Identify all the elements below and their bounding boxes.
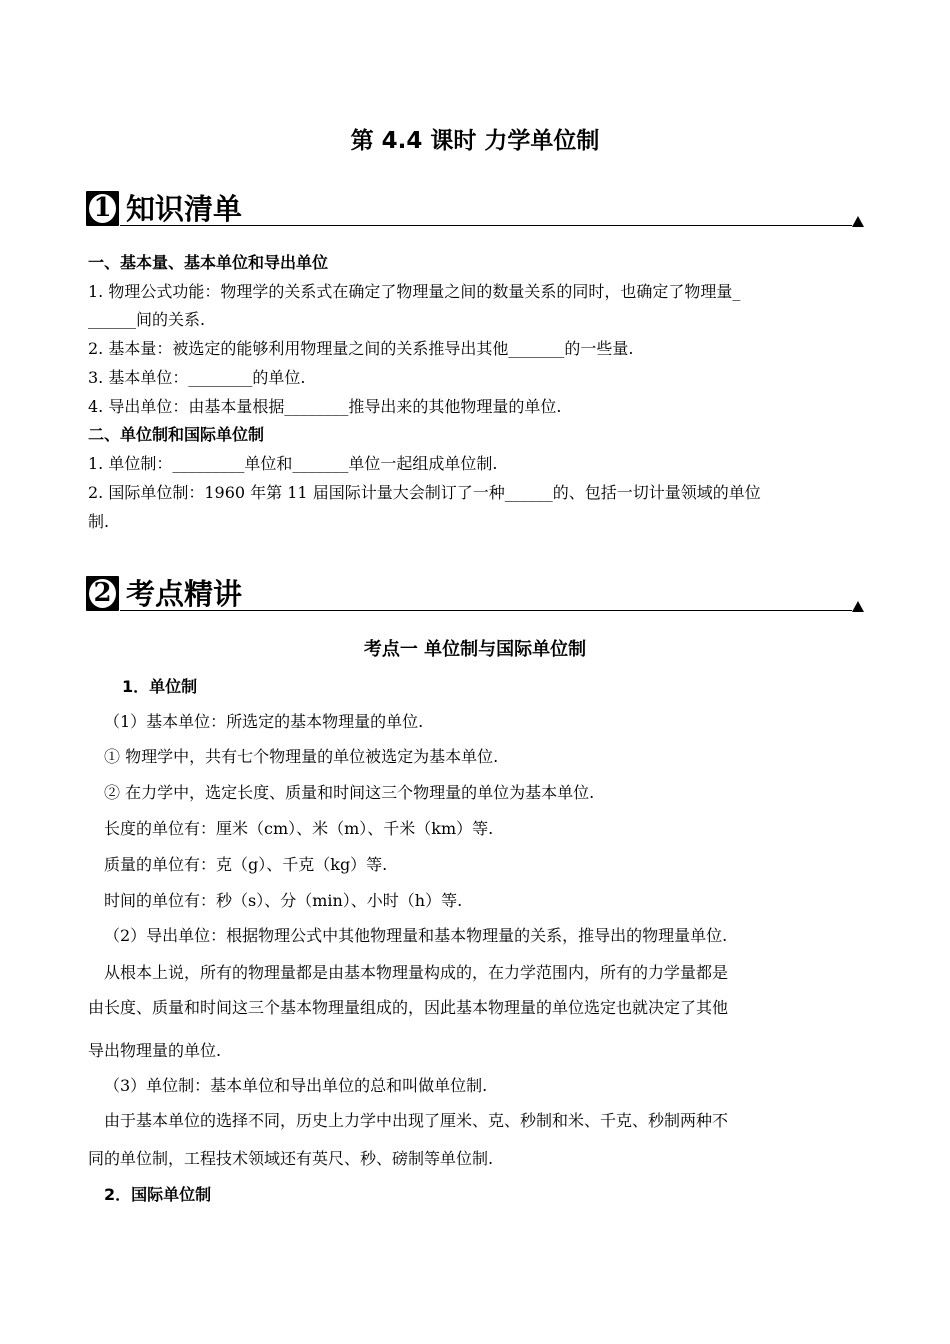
section-header-key-points	[86, 572, 864, 614]
list-item: 1. 单位制：_________单位和_______单位一起组成单位制.	[88, 454, 498, 473]
paragraph: （1）基本单位：所选定的基本物理量的单位.	[104, 712, 424, 731]
paragraph: 长度的单位有：厘米（cm）、米（m）、千米（km）等.	[104, 819, 494, 838]
section-number-badge	[86, 191, 119, 226]
list-item: 4. 导出单位：由基本量根据________推导出来的其他物理量的单位.	[88, 397, 562, 416]
subheading: 2．国际单位制	[104, 1185, 212, 1204]
section-header-knowledge	[86, 187, 864, 229]
paragraph: ① 物理学中，共有七个物理量的单位被选定为基本单位.	[104, 747, 499, 766]
section-number: 1	[89, 194, 116, 223]
paragraph: ② 在力学中，选定长度、质量和时间这三个物理量的单位为基本单位.	[104, 783, 595, 802]
part-heading: 二、单位制和国际单位制	[88, 425, 265, 444]
paragraph: 由长度、质量和时间这三个基本物理量组成的，因此基本物理量的单位选定也就决定了其他	[88, 998, 729, 1017]
part-heading: 一、基本量、基本单位和导出单位	[88, 253, 329, 272]
section-divider	[120, 610, 852, 611]
section-number: 2	[89, 579, 116, 608]
list-item: 2. 基本量：被选定的能够利用物理量之间的关系推导出其他_______的一些量.	[88, 339, 634, 358]
triangle-marker-icon	[852, 601, 864, 612]
section-divider	[120, 225, 852, 226]
list-item: 2. 国际单位制：1960 年第 11 届国际计量大会制订了一种______的、包括一切计量领域的单位	[88, 483, 761, 502]
paragraph: 质量的单位有：克（g）、千克（kg）等.	[104, 855, 388, 874]
subheading: 1．单位制	[122, 677, 198, 696]
paragraph: 由于基本单位的选择不同，历史上力学中出现了厘米、克、秒制和米、千克、秒制两种不	[104, 1111, 729, 1130]
list-item: 1. 物理公式功能：物理学的关系式在确定了物理量之间的数量关系的同时，也确定了物理量_	[88, 282, 741, 301]
paragraph: 导出物理量的单位.	[88, 1041, 222, 1060]
triangle-marker-icon	[852, 216, 864, 227]
list-item: ______间的关系.	[88, 310, 206, 329]
page-title: 第 4.4 课时 力学单位制	[350, 128, 600, 154]
paragraph: （3）单位制：基本单位和导出单位的总和叫做单位制.	[104, 1076, 488, 1095]
section-number-badge	[86, 576, 119, 611]
list-item: 制.	[88, 512, 110, 531]
paragraph: （2）导出单位：根据物理公式中其他物理量和基本物理量的关系，推导出的物理量单位.	[104, 926, 728, 945]
topic-title: 考点一 单位制与国际单位制	[363, 639, 587, 660]
section-title: 考点精讲	[126, 577, 243, 611]
list-item: 3. 基本单位：________的单位.	[88, 368, 306, 387]
paragraph: 时间的单位有：秒（s）、分（min）、小时（h）等.	[104, 891, 463, 910]
section-title: 知识清单	[126, 192, 243, 226]
paragraph: 同的单位制，工程技术领域还有英尺、秒、磅制等单位制.	[88, 1149, 494, 1168]
paragraph: 从根本上说，所有的物理量都是由基本物理量构成的，在力学范围内，所有的力学量都是	[104, 963, 729, 982]
